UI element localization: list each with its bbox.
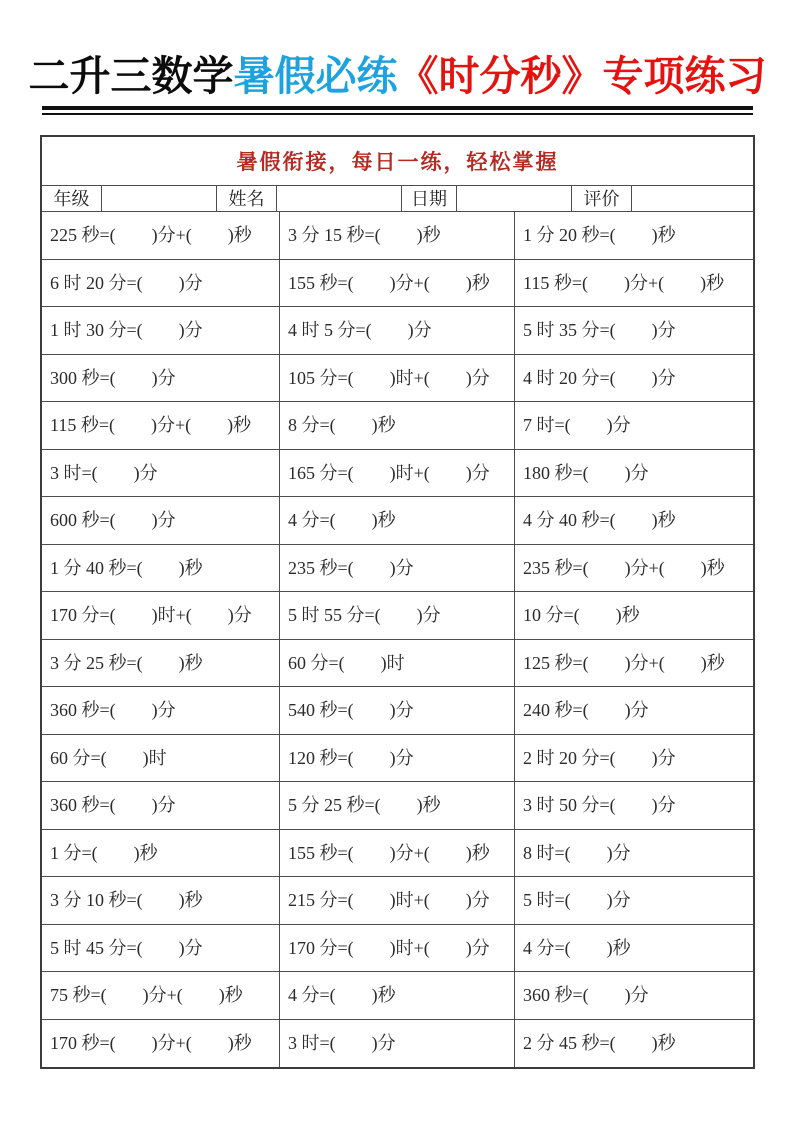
problem-cell: 4 时 20 分=( )分: [515, 355, 753, 403]
problem-cell: 300 秒=( )分: [42, 355, 280, 403]
problem-cell: 75 秒=( )分+( )秒: [42, 972, 280, 1020]
page-title: [28, 48, 767, 104]
problem-cell: 120 秒=( )分: [280, 735, 515, 783]
worksheet-table: [40, 135, 755, 1069]
problem-cell: 8 分=( )秒: [280, 402, 515, 450]
problem-cell: 5 时 35 分=( )分: [515, 307, 753, 355]
problem-cell: 235 秒=( )分+( )秒: [515, 545, 753, 593]
problem-cell: 3 分 25 秒=( )秒: [42, 640, 280, 688]
problem-cell: 1 分 20 秒=( )秒: [515, 212, 753, 260]
problem-cell: 360 秒=( )分: [42, 782, 280, 830]
problems-grid: [42, 212, 753, 1067]
problem-cell: 3 分 10 秒=( )秒: [42, 877, 280, 925]
problem-cell: 4 分=( )秒: [280, 497, 515, 545]
problem-cell: 360 秒=( )分: [42, 687, 280, 735]
title-underline-thick: [42, 106, 753, 110]
problem-cell: 3 时 50 分=( )分: [515, 782, 753, 830]
problem-cell: 2 时 20 分=( )分: [515, 735, 753, 783]
problem-cell: 1 时 30 分=( )分: [42, 307, 280, 355]
problem-cell: 115 秒=( )分+( )秒: [42, 402, 280, 450]
title-segment-grade: 二升三数学: [28, 52, 234, 99]
problem-cell: 1 分 40 秒=( )秒: [42, 545, 280, 593]
problem-cell: 235 秒=( )分: [280, 545, 515, 593]
problem-cell: 600 秒=( )分: [42, 497, 280, 545]
title-segment-practice: 专项练习: [602, 52, 767, 99]
problem-cell: 170 秒=( )分+( )秒: [42, 1020, 280, 1068]
problem-cell: 165 分=( )时+( )分: [280, 450, 515, 498]
problem-cell: 155 秒=( )分+( )秒: [280, 830, 515, 878]
info-blank-date: [457, 186, 572, 211]
problem-cell: 60 分=( )时: [42, 735, 280, 783]
problem-cell: 5 分 25 秒=( )秒: [280, 782, 515, 830]
problem-cell: 5 时 45 分=( )分: [42, 925, 280, 973]
title-segment-topic: 《时分秒》: [397, 52, 603, 99]
problem-cell: 540 秒=( )分: [280, 687, 515, 735]
info-label-date: 日期: [402, 186, 457, 211]
problem-cell: 215 分=( )时+( )分: [280, 877, 515, 925]
info-label-rating: 评价: [572, 186, 632, 211]
problem-cell: 240 秒=( )分: [515, 687, 753, 735]
title-segment-summer: 暑假必练: [233, 52, 398, 99]
problem-cell: 3 时=( )分: [280, 1020, 515, 1068]
info-row: [42, 186, 753, 212]
info-blank-grade: [102, 186, 217, 211]
problem-cell: 3 分 15 秒=( )秒: [280, 212, 515, 260]
problem-cell: 170 分=( )时+( )分: [42, 592, 280, 640]
problem-cell: 4 分=( )秒: [280, 972, 515, 1020]
problem-cell: 7 时=( )分: [515, 402, 753, 450]
info-blank-name: [277, 186, 402, 211]
problem-cell: 60 分=( )时: [280, 640, 515, 688]
problem-cell: 225 秒=( )分+( )秒: [42, 212, 280, 260]
problem-cell: 4 时 5 分=( )分: [280, 307, 515, 355]
info-label-grade: 年级: [42, 186, 102, 211]
problem-cell: 5 时=( )分: [515, 877, 753, 925]
problem-cell: 115 秒=( )分+( )秒: [515, 260, 753, 308]
info-blank-rating: [632, 186, 753, 211]
banner-slogan: 暑假衔接，每日一练，轻松掌握: [42, 137, 753, 186]
problem-cell: 155 秒=( )分+( )秒: [280, 260, 515, 308]
problem-cell: 125 秒=( )分+( )秒: [515, 640, 753, 688]
problem-cell: 5 时 55 分=( )分: [280, 592, 515, 640]
problem-cell: 2 分 45 秒=( )秒: [523, 1033, 676, 1054]
problem-cell: 6 时 20 分=( )分: [42, 260, 280, 308]
title-underline-thin: [42, 113, 753, 115]
info-label-name: 姓名: [217, 186, 277, 211]
problem-cell: 4 分=( )秒: [515, 925, 753, 973]
problem-cell: 105 分=( )时+( )分: [280, 355, 515, 403]
problem-cell: 170 分=( )时+( )分: [280, 925, 515, 973]
problem-cell: 4 分 40 秒=( )秒: [515, 497, 753, 545]
problem-cell: 360 秒=( )分: [515, 972, 753, 1020]
problem-cell: 8 时=( )分: [515, 830, 753, 878]
problem-cell: 180 秒=( )分: [515, 450, 753, 498]
problem-cell: 10 分=( )秒: [515, 592, 753, 640]
problem-cell: 3 时=( )分: [42, 450, 280, 498]
problem-cell: 1 分=( )秒: [42, 830, 280, 878]
